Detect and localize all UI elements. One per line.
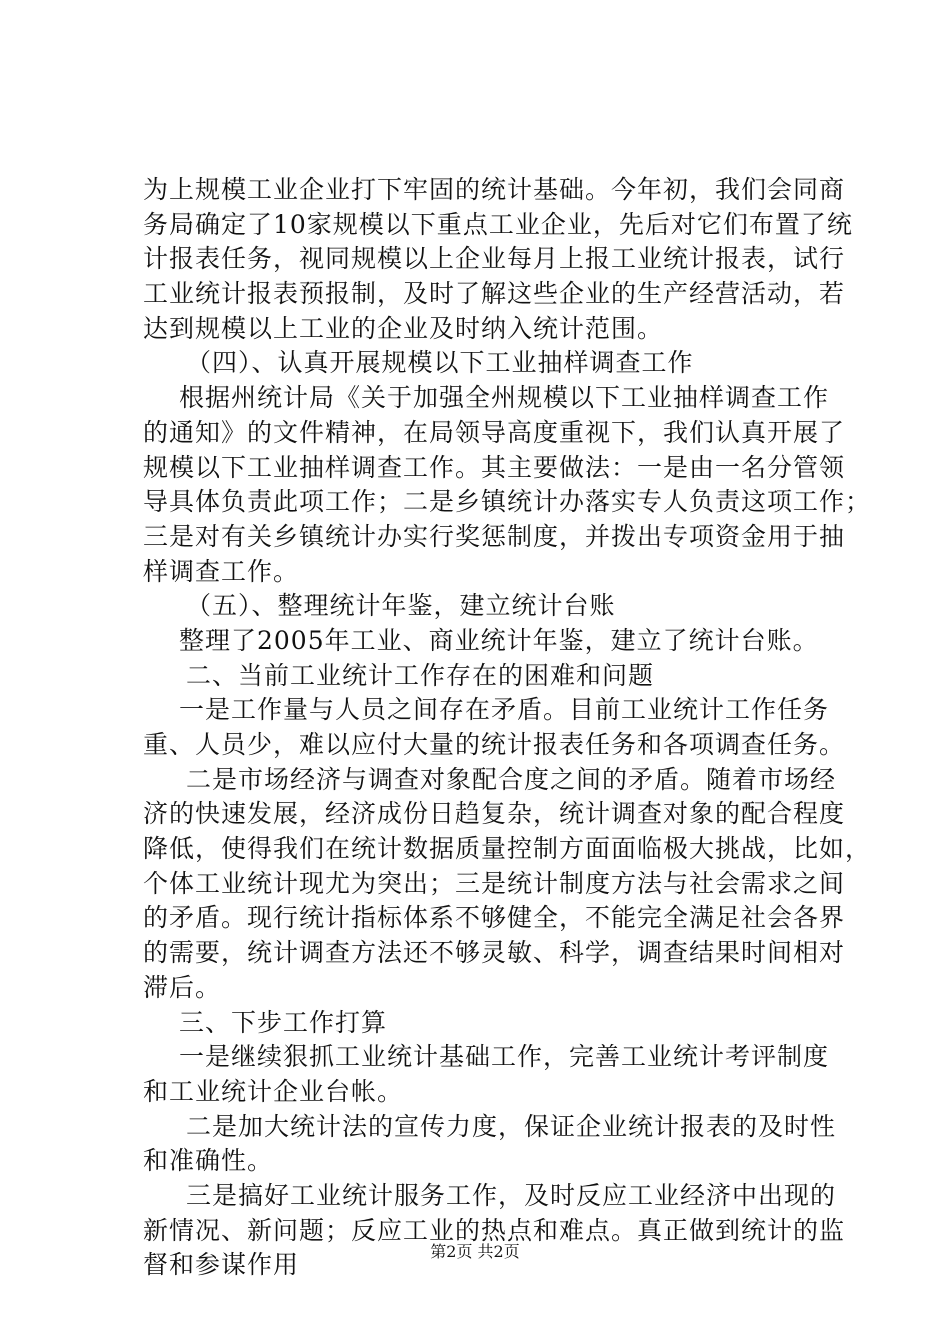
text-line: 三是对有关乡镇统计办实行奖惩制度，并拨出专项资金用于抽 <box>143 521 846 551</box>
text-line: 滞后。 <box>143 972 222 1002</box>
section-heading-2: 二、当前工业统计工作存在的困难和问题 <box>186 660 655 690</box>
text-line: 务局确定了10家规模以下重点工业企业，先后对它们布置了统 <box>143 209 853 239</box>
page-footer: 第2页 共2页 <box>430 1242 520 1261</box>
section-heading-3: 三、下步工作打算 <box>179 1007 388 1037</box>
text-line: 达到规模以上工业的企业及时纳入统计范围。 <box>143 313 664 343</box>
text-line: 二是加大统计法的宣传力度，保证企业统计报表的及时性 <box>186 1111 837 1141</box>
text-line: 的需要，统计调查方法还不够灵敏、科学，调查结果时间相对 <box>143 938 846 968</box>
text-line: 和准确性。 <box>143 1146 274 1176</box>
text-line: 的矛盾。现行统计指标体系不够健全，不能完全满足社会各界 <box>143 903 846 933</box>
text-line: 降低，使得我们在统计数据质量控制方面面临极大挑战，比如， <box>143 834 872 864</box>
text-line: 重、人员少，难以应付大量的统计报表任务和各项调查任务。 <box>143 730 846 759</box>
text-line: 个体工业统计现尤为突出；三是统计制度方法与社会需求之间 <box>143 868 846 898</box>
text-line: 济的快速发展，经济成份日趋复杂，统计调查对象的配合程度 <box>143 799 846 829</box>
text-line: 一是继续狠抓工业统计基础工作，完善工业统计考评制度 <box>179 1042 830 1072</box>
text-line: 和工业统计企业台帐。 <box>143 1076 404 1106</box>
text-line: 督和参谋作用 <box>143 1250 300 1280</box>
text-line: 为上规模工业企业打下牢固的统计基础。今年初，我们会同商 <box>143 175 846 204</box>
text-line: 工业统计报表预报制，及时了解这些企业的生产经营活动，若 <box>143 279 846 309</box>
text-line: 二是市场经济与调查对象配合度之间的矛盾。随着市场经 <box>186 764 837 794</box>
text-line: 样调查工作。 <box>143 556 300 586</box>
text-line: 三是搞好工业统计服务工作，及时反应工业经济中出现的 <box>186 1180 837 1210</box>
text-line: 的通知》的文件精神，在局领导高度重视下，我们认真开展了 <box>143 417 846 447</box>
text-line: 计报表任务，视同规模以上企业每月上报工业统计报表，试行 <box>143 244 846 274</box>
section-heading-4: （四）、认真开展规模以下工业抽样调查工作 <box>186 348 694 378</box>
text-line: 整理了2005年工业、商业统计年鉴，建立了统计台账。 <box>179 625 819 655</box>
document-body <box>143 173 872 1283</box>
text-line: 新情况、新问题；反应工业的热点和难点。真正做到统计的监 <box>143 1215 846 1245</box>
text-line: 一是工作量与人员之间存在矛盾。目前工业统计工作任务 <box>179 695 830 725</box>
text-line: 根据州统计局《关于加强全州规模以下工业抽样调查工作 <box>179 383 830 413</box>
text-line: 导具体负责此项工作；二是乡镇统计办落实专人负责这项工作； <box>143 487 872 517</box>
text-line: 规模以下工业抽样调查工作。其主要做法：一是由一名分管领 <box>143 452 846 482</box>
section-heading-5: （五）、整理统计年鉴，建立统计台账 <box>186 591 616 621</box>
